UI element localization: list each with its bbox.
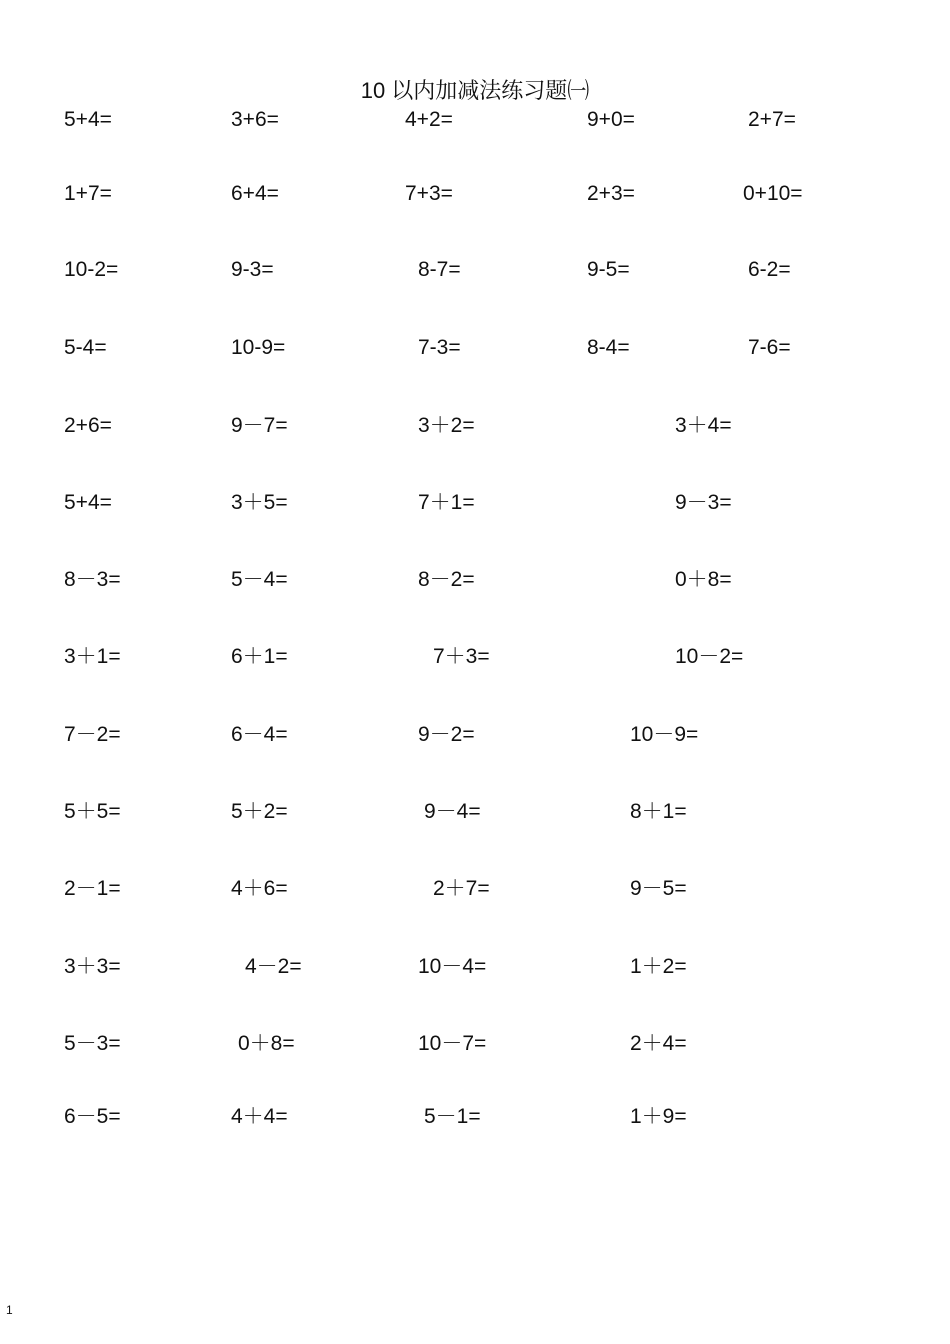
math-problem: 2+7=	[748, 108, 796, 131]
math-problem: 6+4=	[231, 182, 279, 205]
math-problem: 2+3=	[587, 182, 635, 205]
math-problem: 5－1=	[424, 1105, 481, 1128]
math-problem: 4+2=	[405, 108, 453, 131]
math-problem: 9－3=	[675, 491, 732, 514]
math-problem: 5+4=	[64, 491, 112, 514]
math-problem: 2＋4=	[630, 1032, 687, 1055]
math-problem: 6＋1=	[231, 645, 288, 668]
math-problem: 10－7=	[418, 1032, 487, 1055]
math-problem: 5＋2=	[231, 800, 288, 823]
math-problem: 10－9=	[630, 723, 699, 746]
math-problem: 9+0=	[587, 108, 635, 131]
math-problem: 7＋1=	[418, 491, 475, 514]
math-problem: 4＋6=	[231, 877, 288, 900]
math-problem: 1+7=	[64, 182, 112, 205]
math-problem: 3＋2=	[418, 414, 475, 437]
math-problem: 8－3=	[64, 568, 121, 591]
math-problem: 5-4=	[64, 336, 107, 359]
math-problem: 7－2=	[64, 723, 121, 746]
math-problem: 8－2=	[418, 568, 475, 591]
math-problem: 6－5=	[64, 1105, 121, 1128]
math-problem: 7-6=	[748, 336, 791, 359]
math-problem: 0＋8=	[238, 1032, 295, 1055]
math-problem: 5＋5=	[64, 800, 121, 823]
math-problem: 10-9=	[231, 336, 286, 359]
math-problem: 3＋4=	[675, 414, 732, 437]
math-problem: 5－4=	[231, 568, 288, 591]
math-problem: 9-5=	[587, 258, 630, 281]
math-problem: 9-3=	[231, 258, 274, 281]
math-problem: 6-2=	[748, 258, 791, 281]
math-problem: 8-4=	[587, 336, 630, 359]
math-problem: 2＋7=	[433, 877, 490, 900]
math-problem: 5－3=	[64, 1032, 121, 1055]
math-problem: 7-3=	[418, 336, 461, 359]
math-problem: 3＋1=	[64, 645, 121, 668]
math-problem: 1＋2=	[630, 955, 687, 978]
math-problem: 2－1=	[64, 877, 121, 900]
math-problem: 9－7=	[231, 414, 288, 437]
math-problem: 7＋3=	[433, 645, 490, 668]
math-problem: 10－2=	[675, 645, 744, 668]
math-problem: 9－4=	[424, 800, 481, 823]
math-problem: 9－2=	[418, 723, 475, 746]
worksheet-title: 10 以内加减法练习题㈠	[360, 78, 590, 103]
math-problem: 0＋8=	[675, 568, 732, 591]
math-problem: 4＋4=	[231, 1105, 288, 1128]
math-problem: 3＋5=	[231, 491, 288, 514]
math-problem: 1＋9=	[630, 1105, 687, 1128]
math-problem: 6－4=	[231, 723, 288, 746]
page-number: 1	[6, 1303, 13, 1317]
math-problem: 4－2=	[245, 955, 302, 978]
math-problem: 8＋1=	[630, 800, 687, 823]
math-problem: 5+4=	[64, 108, 112, 131]
math-problem: 3+6=	[231, 108, 279, 131]
math-problem: 0+10=	[743, 182, 803, 205]
math-problem: 9－5=	[630, 877, 687, 900]
math-problem: 10-2=	[64, 258, 119, 281]
math-problem: 7+3=	[405, 182, 453, 205]
math-problem: 2+6=	[64, 414, 112, 437]
math-problem: 3＋3=	[64, 955, 121, 978]
math-problem: 10－4=	[418, 955, 487, 978]
math-problem: 8-7=	[418, 258, 461, 281]
